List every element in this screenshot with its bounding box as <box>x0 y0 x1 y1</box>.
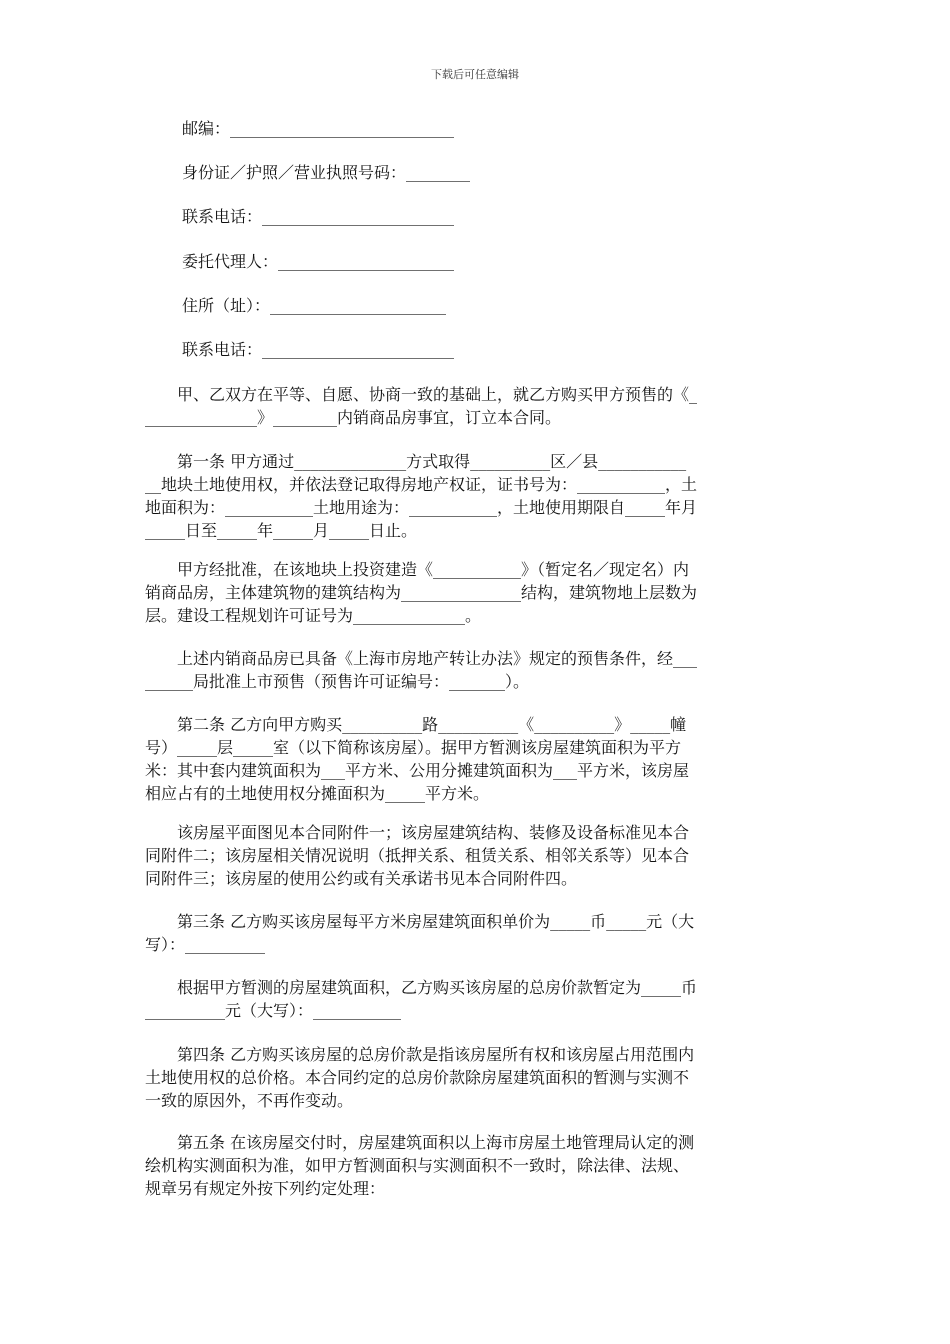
paragraph-article-2 <box>145 713 805 805</box>
phone-field: 联系电话：________________________ <box>182 207 455 226</box>
text-line: 地面积为：___________土地用途为：___________，土地使用期限自_____年月 <box>145 498 698 517</box>
text-line: 写）：__________ <box>145 935 266 954</box>
text-line: 土地使用权的总价格。本合同约定的总房价款除房屋建筑面积的暂测与实测不 <box>145 1068 690 1087</box>
text-line: 第一条 甲方通过______________方式取得__________区／县___________ <box>145 452 687 471</box>
text-line: 同附件二；该房屋相关情况说明（抵押关系、租赁关系、相邻关系等）见本合 <box>145 846 690 865</box>
address-field: 住所（址）：______________________ <box>182 296 447 315</box>
paragraph-article-4 <box>145 1043 805 1112</box>
text-line: 根据甲方暂测的房屋建筑面积，乙方购买该房屋的总房价款暂定为_____币 <box>145 978 698 997</box>
id-number-field: 身份证／护照／营业执照号码：________ <box>182 163 471 182</box>
text-line: 甲、乙双方在平等、自愿、协商一致的基础上，就乙方购买甲方预售的《_ <box>145 385 698 404</box>
text-line: 销商品房，主体建筑物的建筑结构为_______________结构，建筑物地上层数为 <box>145 583 698 602</box>
text-line: 规章另有规定外按下列约定处理： <box>145 1179 386 1198</box>
text-line: 第二条 乙方向甲方购买__________路__________《__________》_____幢 <box>145 715 687 734</box>
paragraph-construction <box>145 558 805 627</box>
text-line: 米：其中套内建筑面积为___平方米、公用分摊建筑面积为___平方米，该房屋 <box>145 761 690 780</box>
paragraph-total-price <box>145 976 805 1022</box>
text-line: 第四条 乙方购买该房屋的总房价款是指该房屋所有权和该房屋占用范围内 <box>145 1045 695 1064</box>
paragraph-article-3 <box>145 910 805 956</box>
text-line: ______局批准上市预售（预售许可证编号：_______）。 <box>145 672 530 691</box>
text-line: 同附件三；该房屋的使用公约或有关承诺书见本合同附件四。 <box>145 869 578 888</box>
paragraph-attachments <box>145 821 805 890</box>
text-line: __________元（大写）：___________ <box>145 1001 402 1020</box>
text-line: 上述内销商品房已具备《上海市房地产转让办法》规定的预售条件，经___ <box>145 649 698 668</box>
text-line: 第五条 在该房屋交付时，房屋建筑面积以上海市房屋土地管理局认定的测 <box>145 1133 695 1152</box>
paragraph-article-1 <box>145 450 805 542</box>
paragraph-article-5 <box>145 1131 805 1200</box>
text-line: __地块土地使用权，并依法登记取得房地产权证，证书号为：___________，土 <box>145 475 698 494</box>
page-header: 下载后可任意编辑 <box>431 68 519 81</box>
text-line: 相应占有的土地使用权分摊面积为_____平方米。 <box>145 784 490 803</box>
text-line: 该房屋平面图见本合同附件一；该房屋建筑结构、装修及设备标准见本合 <box>145 823 690 842</box>
text-line: 一致的原因外，不再作变动。 <box>145 1091 354 1110</box>
agent-field: 委托代理人：______________________ <box>182 252 455 271</box>
text-line: 甲方经批准，在该地块上投资建造《___________》（暂定名／现定名）内 <box>145 560 690 579</box>
text-line: 第三条 乙方购买该房屋每平方米房屋建筑面积单价为_____币_____元（大 <box>145 912 695 931</box>
text-line: _____日至_____年_____月_____日止。 <box>145 521 418 540</box>
text-line: ______________》________内销商品房事宜，订立本合同。 <box>145 408 562 427</box>
text-line: 层。建设工程规划许可证号为______________。 <box>145 606 482 625</box>
agent-phone-field: 联系电话：________________________ <box>182 340 455 359</box>
paragraph-preamble <box>145 383 805 429</box>
text-line: 号）_____层_____室（以下简称该房屋）。据甲方暂测该房屋建筑面积为平方 <box>145 738 682 757</box>
text-line: 绘机构实测面积为准，如甲方暂测面积与实测面积不一致时，除法律、法规、 <box>145 1156 690 1175</box>
paragraph-presale <box>145 647 805 693</box>
postcode-field: 邮编：____________________________ <box>182 119 455 138</box>
